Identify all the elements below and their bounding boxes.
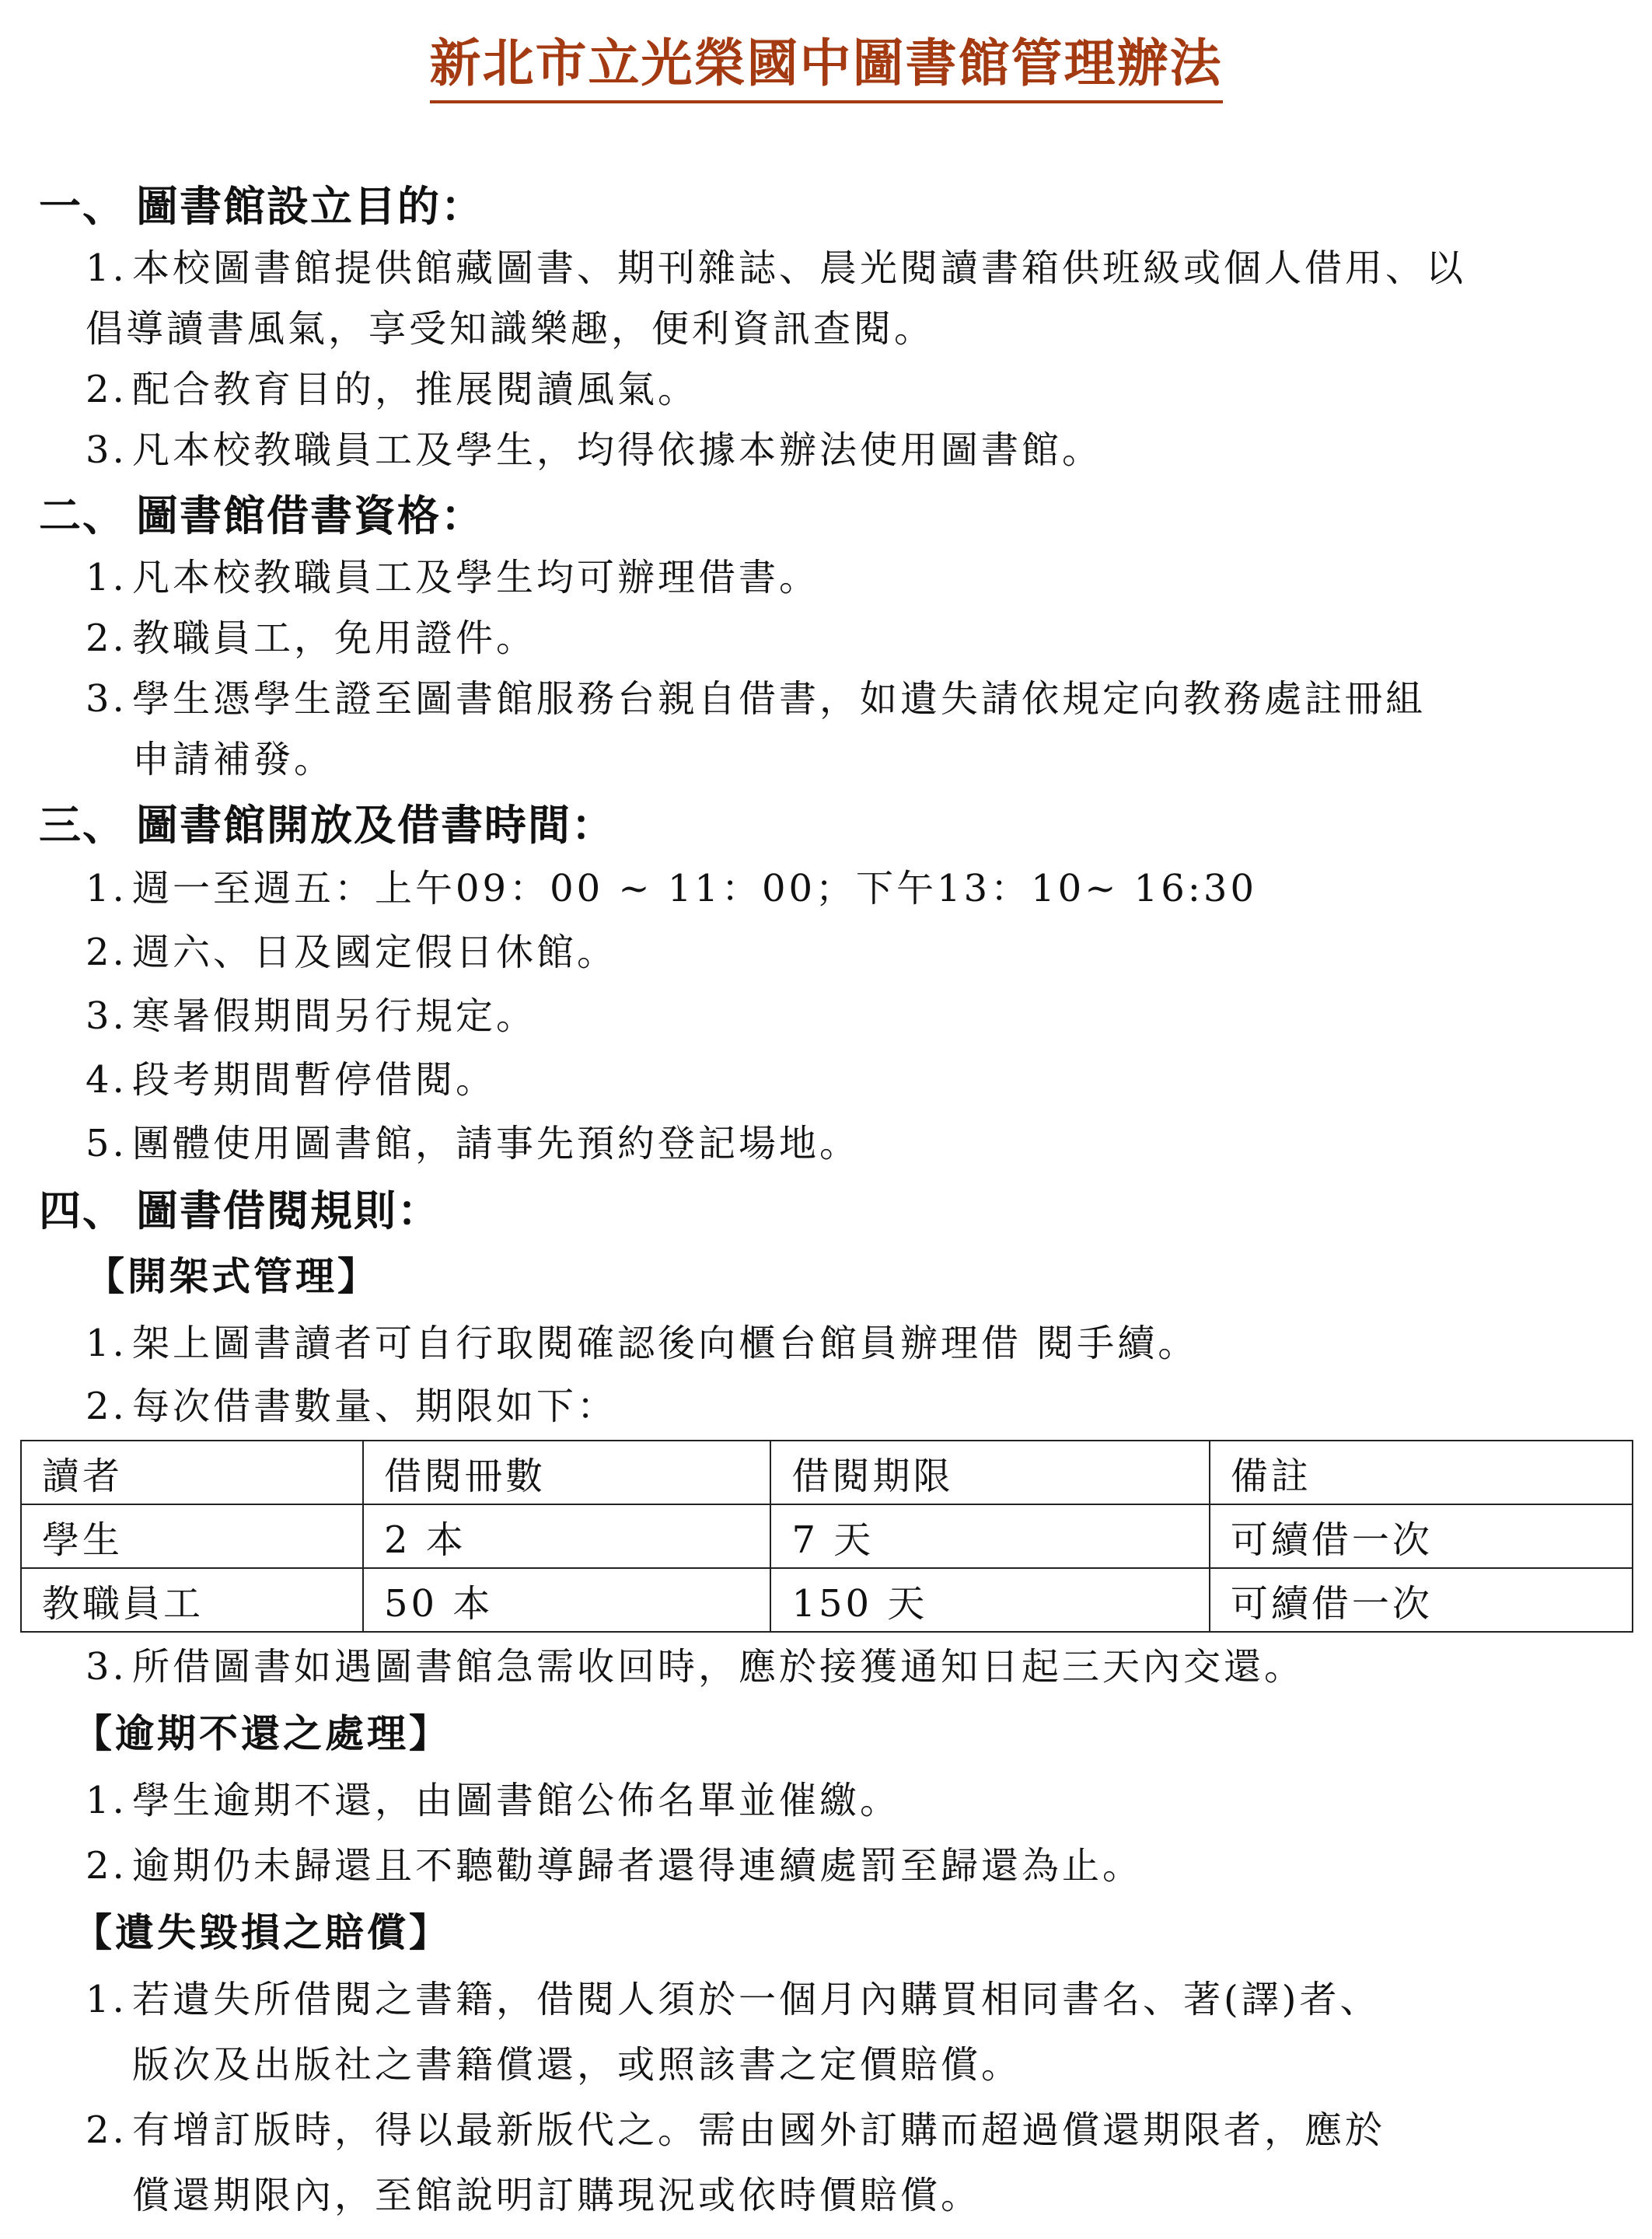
list-item	[39, 857, 1625, 920]
section-number: 三、	[39, 801, 126, 850]
table-header-cell: 讀者	[21, 1441, 363, 1504]
item-text: 申請補發。	[132, 738, 335, 781]
item-text: 凡本校教職員工及學生均可辦理借書。	[132, 556, 820, 599]
item-text: 學生憑學生證至圖書館服務台親自借書，如遺失請依規定向教務處註冊組	[132, 677, 1427, 721]
list-item	[39, 1634, 1625, 1699]
item-number: 2.	[86, 2108, 127, 2152]
document-title: 新北市立光榮國中圖書館管理辦法	[430, 22, 1223, 103]
section-number: 四、	[39, 1186, 126, 1235]
item-text: 寒暑假期間另行規定。	[132, 994, 537, 1038]
section-title: 圖書館設立目的：	[136, 182, 484, 231]
item-number: 3.	[86, 428, 127, 472]
section-heading-2	[39, 485, 1625, 547]
list-item	[39, 669, 1625, 729]
section-number: 二、	[39, 491, 126, 540]
list-item	[39, 2098, 1625, 2163]
list-item	[39, 1768, 1625, 1833]
item-text: 架上圖書讀者可自行取閱確認後向櫃台館員辦理借 閱手續。	[132, 1322, 1199, 1365]
item-text: 版次及出版社之書籍償還，或照該書之定價賠償。	[132, 2043, 1022, 2087]
table-cell: 50 本	[363, 1568, 770, 1632]
item-number: 1.	[86, 246, 127, 290]
item-number: 2.	[86, 1844, 127, 1888]
table-header-cell: 借閱期限	[770, 1441, 1209, 1504]
item-number: 4.	[86, 1058, 127, 1102]
section-title: 圖書借閱規則：	[136, 1186, 441, 1235]
item-text: 若遺失所借閱之書籍，借閱人須於一個月內購買相同書名、著(譯)者、	[132, 1978, 1381, 2021]
document-body	[39, 171, 1625, 2228]
item-text: 週一至週五：上午09：00 ~ 11：00；下午13：10~ 16:30	[132, 867, 1258, 910]
table-row	[21, 1504, 1633, 1568]
list-item	[39, 1048, 1625, 1112]
table-header-cell: 借閱冊數	[363, 1441, 770, 1504]
item-text: 段考期間暫停借閱。	[132, 1058, 497, 1102]
item-text: 學生逾期不還，由圖書館公佈名單並催繳。	[132, 1779, 901, 1822]
item-number: 3.	[86, 1645, 127, 1689]
item-number: 2.	[86, 368, 127, 411]
section-heading-3	[39, 795, 1625, 857]
list-item	[39, 608, 1625, 669]
list-item	[39, 547, 1625, 608]
list-item	[39, 1967, 1625, 2032]
subheading-overdue: 【逾期不還之處理】	[73, 1711, 451, 1756]
table-cell: 學生	[21, 1504, 363, 1568]
list-item	[39, 920, 1625, 984]
section-title: 圖書館開放及借書時間：	[136, 801, 615, 850]
table-header-row	[21, 1441, 1633, 1504]
item-text: 教職員工，免用證件。	[132, 617, 537, 660]
item-text: 償還期限內，至館說明訂購現況或依時價賠償。	[132, 2174, 982, 2217]
title-block	[0, 22, 1652, 103]
table-cell: 150 天	[770, 1568, 1209, 1632]
item-text: 逾期仍未歸還且不聽勸導歸者還得連續處罰至歸還為止。	[132, 1844, 1144, 1888]
list-item	[39, 1376, 1625, 1437]
item-text: 本校圖書館提供館藏圖書、期刊雜誌、晨光閱讀書箱供班級或個人借用、以	[132, 246, 1467, 290]
item-text: 倡導讀書風氣，享受知識樂趣，便利資訊查閱。	[86, 307, 935, 351]
item-number: 1.	[86, 556, 127, 599]
item-number: 1.	[86, 1779, 127, 1822]
list-item-continuation	[39, 299, 1625, 359]
item-number: 3.	[86, 677, 127, 721]
loan-limits-table	[20, 1440, 1633, 1633]
item-text: 團體使用圖書館，請事先預約登記場地。	[132, 1122, 861, 1165]
list-item	[39, 1833, 1625, 1898]
item-text: 凡本校教職員工及學生，均得依據本辦法使用圖書館。	[132, 428, 1103, 472]
list-item-continuation	[39, 2032, 1625, 2098]
table-row	[21, 1568, 1633, 1632]
subheading-open-shelf: 【開架式管理】	[86, 1254, 379, 1299]
item-number: 1.	[86, 867, 127, 910]
list-item-continuation	[39, 729, 1625, 790]
list-item	[39, 984, 1625, 1048]
table-cell: 教職員工	[21, 1568, 363, 1632]
list-item	[39, 1112, 1625, 1175]
item-number: 1.	[86, 1322, 127, 1365]
item-number: 2.	[86, 1385, 127, 1428]
section-number: 一、	[39, 182, 126, 231]
table-header-cell: 備註	[1210, 1441, 1633, 1504]
item-text: 有增訂版時，得以最新版代之。需由國外訂購而超過償還期限者，應於	[132, 2108, 1386, 2152]
item-text: 所借圖書如遇圖書館急需收回時，應於接獲通知日起三天內交還。	[132, 1645, 1305, 1689]
item-text: 配合教育目的，推展閱讀風氣。	[132, 368, 699, 411]
item-number: 2.	[86, 617, 127, 660]
list-item	[39, 1311, 1625, 1376]
list-item	[39, 420, 1625, 480]
list-item-continuation	[39, 2163, 1625, 2228]
item-number: 3.	[86, 994, 127, 1038]
table-cell: 7 天	[770, 1504, 1209, 1568]
item-number: 2.	[86, 931, 127, 974]
table-cell: 2 本	[363, 1504, 770, 1568]
table-cell: 可續借一次	[1210, 1504, 1633, 1568]
subheading-compensation: 【遺失毀損之賠償】	[73, 1910, 451, 1955]
list-item	[39, 238, 1625, 299]
section-title: 圖書館借書資格：	[136, 491, 484, 540]
item-number: 5.	[86, 1122, 127, 1165]
list-item	[39, 359, 1625, 420]
item-text: 每次借書數量、期限如下：	[132, 1385, 618, 1428]
item-number: 1.	[86, 1978, 127, 2021]
item-text: 週六、日及國定假日休館。	[132, 931, 618, 974]
section-heading-1	[39, 176, 1625, 238]
table-cell: 可續借一次	[1210, 1568, 1633, 1632]
section-heading-4	[39, 1180, 1625, 1242]
